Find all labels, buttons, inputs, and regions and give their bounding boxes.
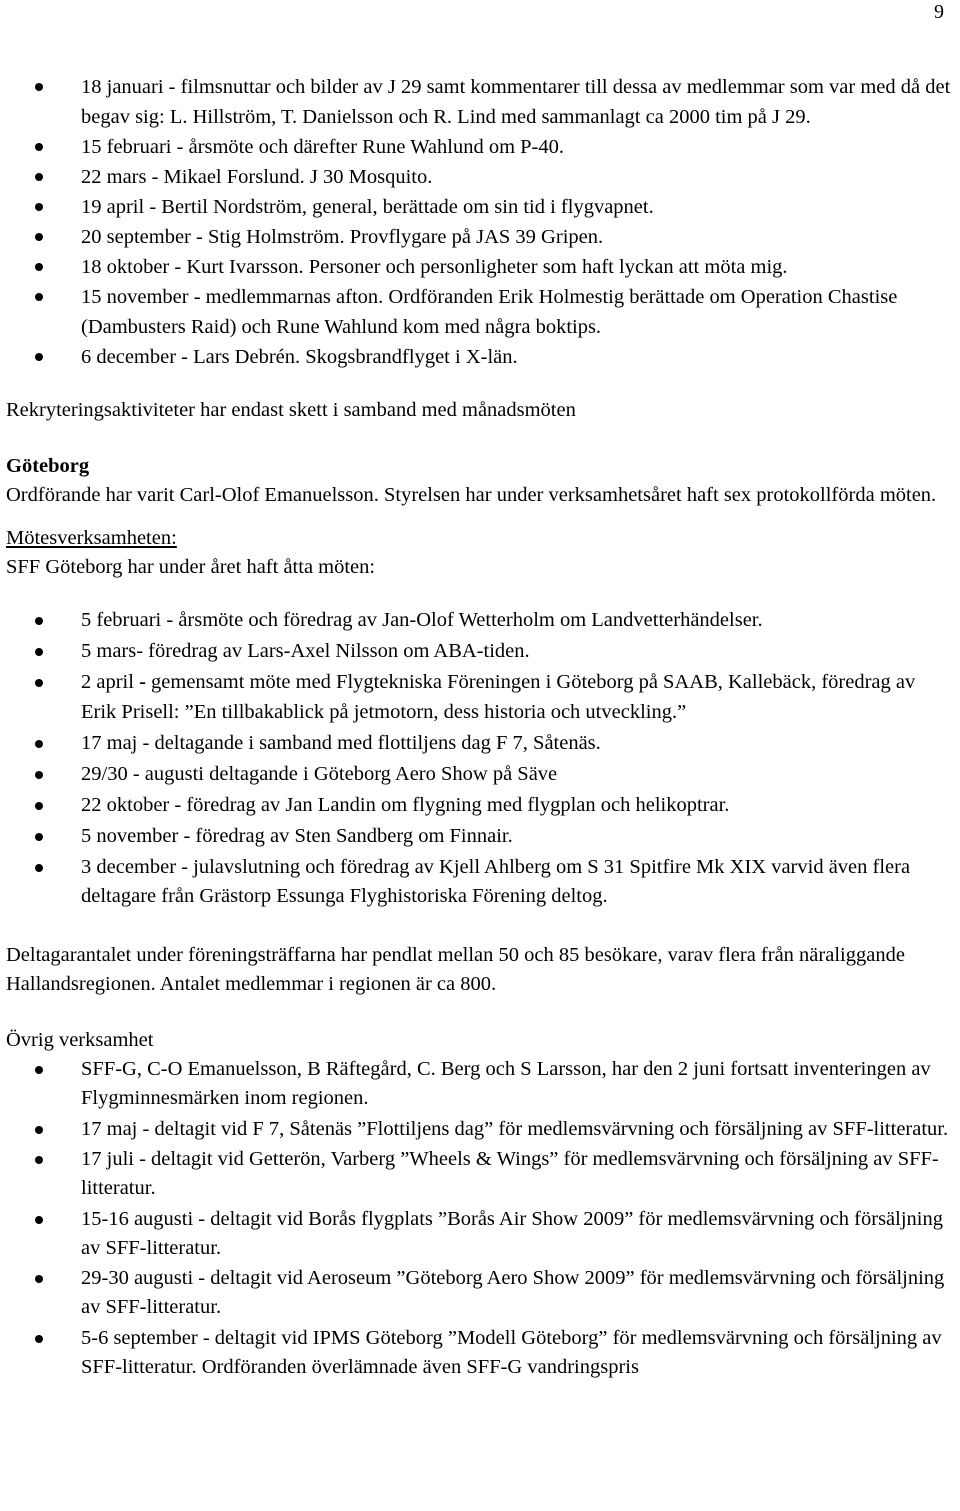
- list-item: 15-16 augusti - deltagit vid Borås flygplats ”Borås Air Show 2009” för medlemsvärvning och försäljning av SFF-litteratur.: [6, 1205, 954, 1263]
- meetings-heading: Mötesverksamheten:: [6, 527, 177, 549]
- list-item: 3 december - julavslutning och föredrag av Kjell Ahlberg om S 31 Spitfire Mk XIX varvid även flera deltagare från Grästorp Essunga Flyghistoriska Förening deltog.: [6, 853, 954, 912]
- monthly-meetings-list: [6, 72, 954, 372]
- meetings-intro: SFF Göteborg har under året haft åtta möten:: [6, 556, 376, 578]
- list-item: 2 april - gemensamt möte med Flygtekniska Föreningen i Göteborg på SAAB, Kallebäck, föredrag av Erik Prisell: ”En tillbakablick på jetmotorn, dess historia och utveckling.”: [6, 668, 954, 727]
- document-body: [6, 72, 954, 1383]
- list-item: 29-30 augusti - deltagit vid Aeroseum ”Göteborg Aero Show 2009” för medlemsvärvning och försäljning av SFF-litteratur.: [6, 1264, 954, 1322]
- list-item: 5 mars- föredrag av Lars-Axel Nilsson om ABA-tiden.: [6, 637, 954, 667]
- section-heading-other: Övrig verksamhet: [6, 1029, 154, 1051]
- recruitment-paragraph: Rekryteringsaktiviteter har endast skett i samband med månadsmöten: [6, 399, 576, 421]
- list-item: 19 april - Bertil Nordström, general, berättade om sin tid i flygvapnet.: [6, 192, 954, 222]
- list-item: 20 september - Stig Holmström. Provflygare på JAS 39 Gripen.: [6, 222, 954, 252]
- attendance-paragraph: Deltagarantalet under föreningsträffarna har pendlat mellan 50 och 85 besökare, varav flera från näraliggande Hallandsregionen. Antalet medlemmar i regionen är ca 800.: [6, 944, 905, 995]
- page-number: 9: [934, 1, 944, 23]
- list-item: 18 oktober - Kurt Ivarsson. Personer och personligheter som haft lyckan att möta mig.: [6, 252, 954, 282]
- list-item: 17 juli - deltagit vid Getterön, Varberg ”Wheels & Wings” för medlemsvärvning och försäljning av SFF-litteratur.: [6, 1145, 954, 1203]
- list-item: 18 januari - filmsnuttar och bilder av J 29 samt kommentarer till dessa av medlemmar som var med då det begav sig: L. Hillström, T. Danielsson och R. Lind med sammanlagt ca 2000 tim på J 29.: [6, 72, 954, 132]
- list-item: 5 februari - årsmöte och föredrag av Jan-Olof Wetterholm om Landvetterhändelser.: [6, 606, 954, 636]
- list-item: 22 mars - Mikael Forslund. J 30 Mosquito.: [6, 162, 954, 192]
- list-item: 22 oktober - föredrag av Jan Landin om flygning med flygplan och helikoptrar.: [6, 791, 954, 821]
- list-item: 5-6 september - deltagit vid IPMS Göteborg ”Modell Göteborg” för medlemsvärvning och försäljning av SFF-litteratur. Ordföranden överlämnade även SFF-G vandringspris: [6, 1324, 954, 1382]
- section-heading-goteborg: Göteborg: [6, 455, 90, 477]
- other-activities-list: [6, 1055, 954, 1382]
- list-item: 6 december - Lars Debrén. Skogsbrandflyget i X-län.: [6, 342, 954, 372]
- list-item: 29/30 - augusti deltagande i Göteborg Aero Show på Säve: [6, 760, 954, 790]
- list-item: 15 februari - årsmöte och därefter Rune Wahlund om P-40.: [6, 132, 954, 162]
- chair-paragraph: Ordförande har varit Carl-Olof Emanuelsson. Styrelsen har under verksamhetsåret haft sex protokollförda möten.: [6, 484, 937, 506]
- list-item: 5 november - föredrag av Sten Sandberg om Finnair.: [6, 822, 954, 852]
- list-item: 15 november - medlemmarnas afton. Ordföranden Erik Holmestig berättade om Operation Chastise (Dambusters Raid) och Rune Wahlund kom med några boktips.: [6, 282, 954, 342]
- list-item: 17 maj - deltagit vid F 7, Såtenäs ”Flottiljens dag” för medlemsvärvning och försäljning av SFF-litteratur.: [6, 1115, 954, 1144]
- list-item: SFF-G, C-O Emanuelsson, B Räftegård, C. Berg och S Larsson, har den 2 juni fortsatt inventeringen av Flygminnesmärken inom regionen.: [6, 1055, 954, 1113]
- list-item: 17 maj - deltagande i samband med flottiljens dag F 7, Såtenäs.: [6, 729, 954, 759]
- goteborg-meetings-list: [6, 606, 954, 912]
